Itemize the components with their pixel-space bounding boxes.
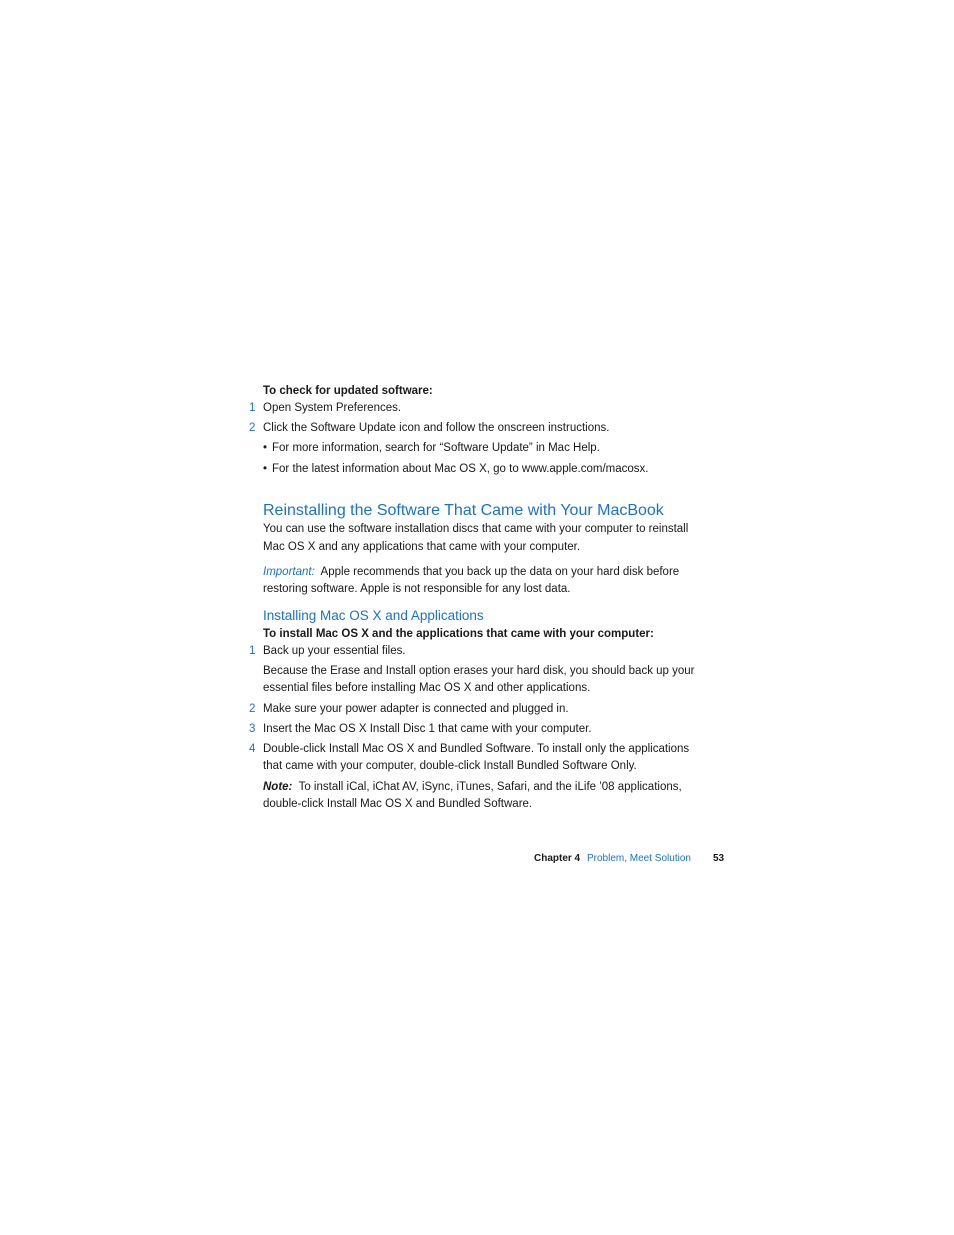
check-updates-heading: To check for updated software: [263,385,433,397]
page-number: 53 [713,853,725,864]
footer-chapter: Chapter 4 [534,853,581,864]
step-number: 4 [249,743,256,755]
step-number: 1 [249,402,256,414]
step-number: 2 [249,703,256,715]
important-label: Important: [263,566,315,578]
note [263,779,703,796]
note-label: Note: [263,781,293,793]
step-number: 2 [249,422,256,434]
step-text: Insert the Mac OS X Install Disc 1 that came with your computer. [263,723,592,735]
bullet-icon: • [263,463,268,475]
reinstall-paragraph-line: You can use the software installation discs that came with your computer to reinstall [263,523,689,535]
bullet-icon: • [263,442,268,454]
step-detail-line: essential files before installing Mac OS X and other applications. [263,682,591,694]
bullet-text: For more information, search for “Software Update” in Mac Help. [272,442,600,454]
reinstall-paragraph-line: Mac OS X and any applications that came with your computer. [263,541,581,553]
step-text-line: that came with your computer, double-click Install Bundled Software Only. [263,760,637,772]
step-text: Make sure your power adapter is connected and plugged in. [263,703,569,715]
installing-title: Installing Mac OS X and Applications [263,608,484,623]
important-text: Apple recommends that you back up the data on your hard disk before [320,566,680,578]
note-text: To install iCal, iChat AV, iSync, iTunes, Safari, and the iLife ’08 applications, [298,781,682,793]
step-text: Back up your essential files. [263,645,406,657]
important-note-line: restoring software. Apple is not responsible for any lost data. [263,583,571,595]
step-number: 1 [249,645,256,657]
step-text: Open System Preferences. [263,402,402,414]
installing-lead: To install Mac OS X and the applications that came with your computer: [263,628,654,640]
step-text: Click the Software Update icon and follow the onscreen instructions. [263,422,610,434]
footer-chapter-title: Problem, Meet Solution [587,853,691,864]
step-detail-line: Because the Erase and Install option erases your hard disk, you should back up your [263,665,695,677]
step-number: 3 [249,723,256,735]
step-text: Double-click Install Mac OS X and Bundled Software. To install only the applications [263,743,690,755]
note-line: double-click Install Mac OS X and Bundled Software. [263,798,533,810]
important-note [263,564,703,581]
bullet-text: For the latest information about Mac OS X, go to www.apple.com/macosx. [272,463,649,475]
reinstall-title: Reinstalling the Software That Came with Your MacBook [263,502,664,519]
